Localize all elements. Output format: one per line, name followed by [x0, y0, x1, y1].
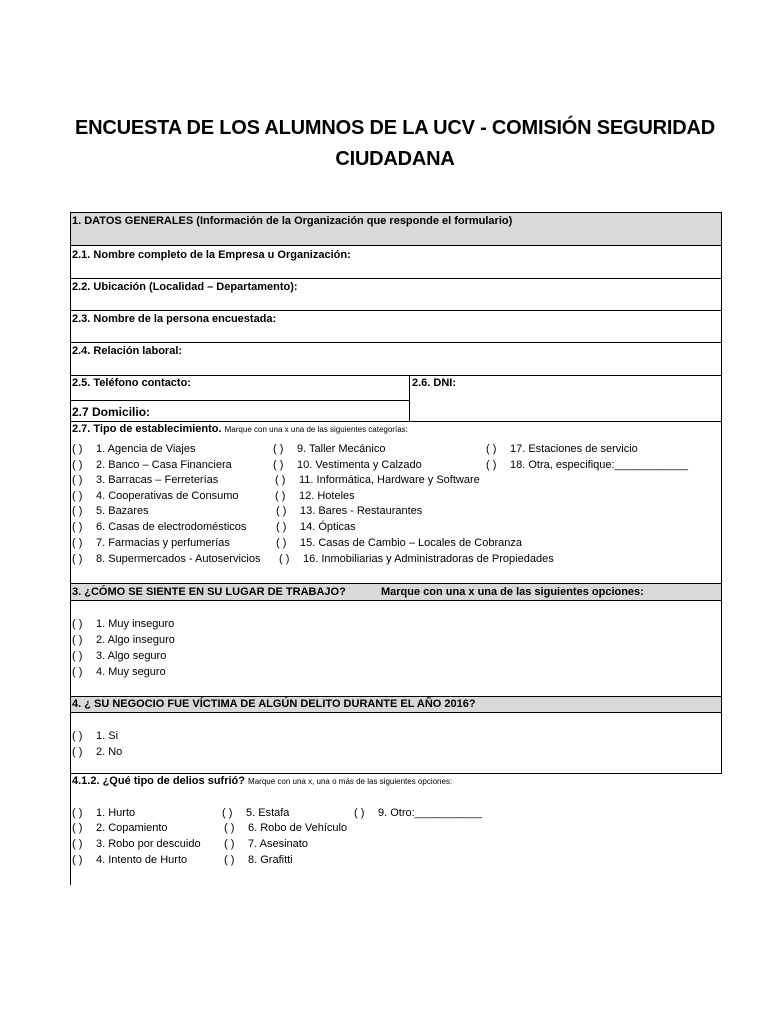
row-line	[70, 421, 722, 422]
option-checkbox[interactable]: ( ) 14. Ópticas	[276, 521, 356, 533]
option-checkbox[interactable]: ( ) 1. Si	[72, 730, 119, 742]
option-checkbox[interactable]: ( ) 17. Estaciones de servicio	[486, 443, 638, 455]
location-field[interactable]: 2.2. Ubicación (Localidad – Departamento):	[72, 281, 298, 293]
option-checkbox[interactable]: ( ) 6. Casas de electrodomésticos	[72, 521, 247, 533]
employment-relation-field[interactable]: 2.4. Relación laboral:	[72, 345, 183, 357]
option-checkbox[interactable]: ( ) 1. Muy inseguro	[72, 618, 175, 630]
phone-field[interactable]: 2.5. Teléfono contacto:	[72, 377, 191, 389]
crime-type-hint: Marque con una x, una o más de las siguientes opciones:	[248, 777, 453, 786]
option-checkbox[interactable]: ( ) 3. Barracas – Ferreterías	[72, 474, 219, 486]
option-checkbox[interactable]: ( ) 5. Bazares	[72, 505, 149, 517]
option-checkbox[interactable]: ( ) 4. Intento de Hurto	[72, 854, 188, 866]
row-line	[70, 310, 722, 311]
dni-divider	[409, 375, 410, 421]
row-line	[70, 583, 722, 584]
row-line	[70, 712, 722, 713]
respondent-name-field[interactable]: 2.3. Nombre de la persona encuestada:	[72, 313, 277, 325]
option-checkbox[interactable]: ( ) 2. Copamiento	[72, 822, 168, 834]
option-checkbox[interactable]: ( ) 13. Bares - Restaurantes	[276, 505, 423, 517]
crime-type-label	[72, 775, 452, 788]
row-line	[70, 600, 722, 601]
option-checkbox[interactable]: ( ) 16. Inmobiliarias y Administradoras de Propiedades	[279, 553, 554, 565]
establishment-type-label	[72, 423, 408, 436]
row-line	[70, 212, 722, 213]
option-checkbox[interactable]: ( ) 3. Robo por descuido	[72, 838, 201, 850]
option-checkbox[interactable]: ( ) 9. Taller Mecánico	[273, 443, 386, 455]
title-line-2: CIUDADANA	[335, 148, 455, 170]
establishment-type-title: 2.7. Tipo de establecimiento.	[72, 423, 222, 435]
option-checkbox[interactable]: ( ) 12. Hoteles	[275, 490, 355, 502]
option-checkbox[interactable]: ( ) 8. Supermercados - Autoservicios	[72, 553, 261, 565]
row-line	[70, 696, 722, 697]
option-checkbox[interactable]: ( ) 7. Farmacias y perfumerías	[72, 537, 230, 549]
option-checkbox[interactable]: ( ) 1. Agencia de Viajes	[72, 443, 196, 455]
option-checkbox[interactable]: ( ) 2. Banco – Casa Financiera	[72, 459, 232, 471]
row-line	[70, 773, 722, 774]
row-line	[70, 342, 722, 343]
row-line	[70, 278, 722, 279]
option-checkbox[interactable]: ( ) 3. Algo seguro	[72, 650, 167, 662]
option-checkbox[interactable]: ( ) 11. Informática, Hardware y Software	[275, 474, 480, 486]
option-checkbox[interactable]: ( ) 4. Cooperativas de Consumo	[72, 490, 239, 502]
option-checkbox[interactable]: ( ) 6. Robo de Vehículo	[224, 822, 348, 834]
establishment-type-hint: Marque con una x una de las siguientes categorías:	[224, 425, 408, 434]
table-left-border	[70, 212, 71, 885]
company-name-field[interactable]: 2.1. Nombre completo de la Empresa u Organización:	[72, 249, 351, 261]
survey-title	[70, 113, 720, 175]
table-right-border	[721, 212, 722, 773]
row-line	[70, 375, 722, 376]
option-checkbox[interactable]: ( ) 7. Asesinato	[224, 838, 308, 850]
section4-header: 4. ¿ SU NEGOCIO FUE VÍCTIMA DE ALGÚN DELITO DURANTE EL AÑO 2016?	[72, 698, 476, 710]
option-checkbox[interactable]: ( ) 2. Algo inseguro	[72, 634, 175, 646]
section1-header: 1. DATOS GENERALES (Información de la Organización que responde el formulario)	[72, 215, 513, 227]
option-checkbox[interactable]: ( ) 18. Otra, especifique:____________	[486, 459, 688, 471]
row-line	[70, 245, 722, 246]
option-checkbox[interactable]: ( ) 9. Otro:___________	[354, 807, 482, 819]
crime-type-title: 4.1.2. ¿Qué tipo de delios sufrió?	[72, 775, 245, 787]
address-field[interactable]: 2.7 Domicilio:	[72, 405, 151, 419]
title-line-1: ENCUESTA DE LOS ALUMNOS DE LA UCV - COMISIÓN SEGURIDAD	[75, 117, 715, 139]
option-checkbox[interactable]: ( ) 8. Grafitti	[224, 854, 293, 866]
option-checkbox[interactable]: ( ) 5. Estafa	[222, 807, 290, 819]
option-checkbox[interactable]: ( ) 10. Vestimenta y Calzado	[273, 459, 422, 471]
option-checkbox[interactable]: ( ) 15. Casas de Cambio – Locales de Cobranza	[276, 537, 522, 549]
phone-underline	[70, 400, 410, 401]
option-checkbox[interactable]: ( ) 2. No	[72, 746, 123, 758]
option-checkbox[interactable]: ( ) 1. Hurto	[72, 807, 136, 819]
dni-field[interactable]: 2.6. DNI:	[412, 377, 457, 389]
section3-hint: Marque con una x una de las siguientes opciones:	[381, 586, 644, 598]
section3-header: 3. ¿CÓMO SE SIENTE EN SU LUGAR DE TRABAJO?	[72, 586, 346, 598]
option-checkbox[interactable]: ( ) 4. Muy seguro	[72, 666, 166, 678]
